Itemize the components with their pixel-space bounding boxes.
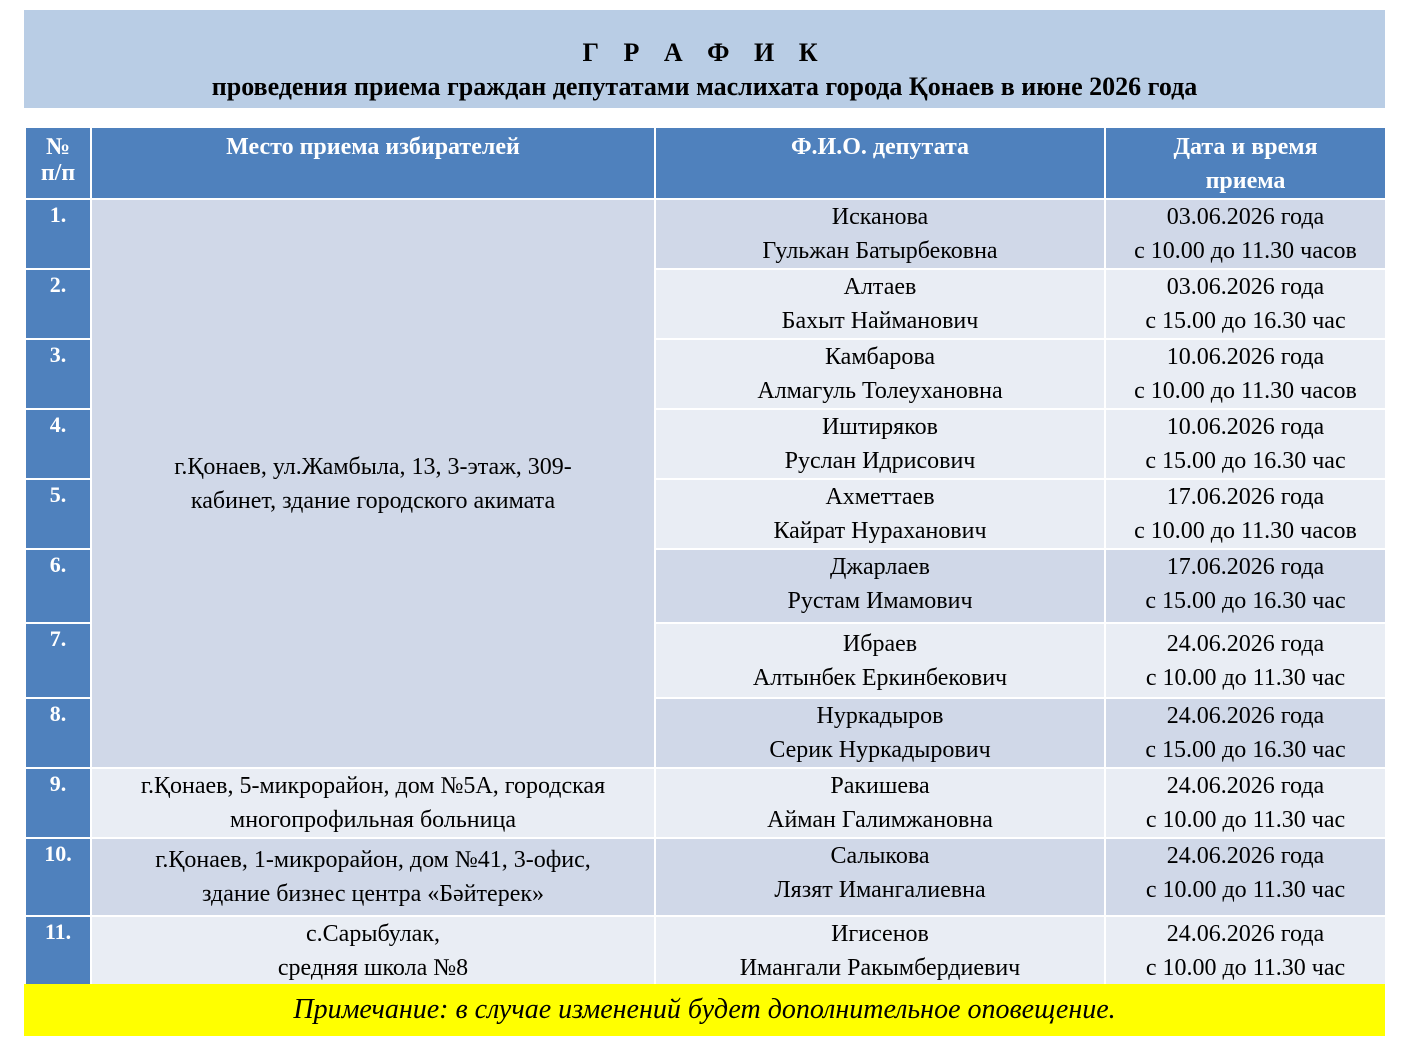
row-number: 8. [25,698,91,768]
row-number: 9. [25,768,91,838]
row-number: 2. [25,269,91,339]
reception-datetime: 10.06.2026 года с 15.00 до 16.30 час [1105,409,1386,479]
col-header-place: Место приема избирателей [91,127,655,199]
row-number: 1. [25,199,91,269]
row-number: 10. [25,838,91,916]
document-header [24,10,1385,108]
reception-datetime: 24.06.2026 года с 10.00 до 11.30 час [1105,623,1386,698]
reception-datetime: 24.06.2026 года с 10.00 до 11.30 час [1105,838,1386,916]
reception-datetime: 17.06.2026 года с 10.00 до 11.30 часов [1105,479,1386,549]
row-number: 11. [25,916,91,986]
place-cell: г.Қонаев, ул.Жамбыла, 13, 3-этаж, 309- кабинет, здание городского акимата [91,199,655,768]
reception-datetime: 24.06.2026 года с 10.00 до 11.30 час [1105,768,1386,838]
deputy-name: Алтаев Бахыт Найманович [655,269,1105,339]
note-banner: Примечание: в случае изменений будет дополнительное оповещение. [24,984,1385,1036]
place-cell: г.Қонаев, 5-микрорайон, дом №5А, городская многопрофильная больница [91,768,655,838]
row-number: 6. [25,549,91,623]
deputy-name: Салыкова Лязят Имангалиевна [655,838,1105,916]
schedule-table [24,126,1387,987]
deputy-name: Исканова Гульжан Батырбековна [655,199,1105,269]
deputy-name: Джарлаев Рустам Имамович [655,549,1105,623]
deputy-name: Ахметтаев Кайрат Нураханович [655,479,1105,549]
row-number: 7. [25,623,91,698]
deputy-name: Игисенов Имангали Ракымбердиевич [655,916,1105,986]
deputy-name: Иштиряков Руслан Идрисович [655,409,1105,479]
reception-datetime: 03.06.2026 года с 15.00 до 16.30 час [1105,269,1386,339]
row-number: 3. [25,339,91,409]
row-number: 5. [25,479,91,549]
document-title: Г Р А Ф И К [582,38,827,67]
table-row [25,916,1386,986]
deputy-name: Камбарова Алмагуль Толеухановна [655,339,1105,409]
col-header-datetime: Дата и время приема [1105,127,1386,199]
reception-datetime: 03.06.2026 года с 10.00 до 11.30 часов [1105,199,1386,269]
reception-datetime: 24.06.2026 года с 10.00 до 11.30 час [1105,916,1386,986]
reception-datetime: 10.06.2026 года с 10.00 до 11.30 часов [1105,339,1386,409]
table-row [25,838,1386,916]
reception-datetime: 17.06.2026 года с 15.00 до 16.30 час [1105,549,1386,623]
col-header-num: № п/п [25,127,91,199]
table-header-row [25,127,1386,199]
col-header-name: Ф.И.О. депутата [655,127,1105,199]
deputy-name: Ракишева Айман Галимжановна [655,768,1105,838]
document-subtitle: проведения приема граждан депутатами маслихата города Қонаев в июне 2026 года [211,72,1198,101]
place-cell: с.Сарыбулак, средняя школа №8 [91,916,655,986]
reception-datetime: 24.06.2026 года с 15.00 до 16.30 час [1105,698,1386,768]
deputy-name: Ибраев Алтынбек Еркинбекович [655,623,1105,698]
table-row [25,768,1386,838]
deputy-name: Нуркадыров Серик Нуркадырович [655,698,1105,768]
row-number: 4. [25,409,91,479]
place-cell: г.Қонаев, 1-микрорайон, дом №41, 3-офис, здание бизнес центра «Бәйтерек» [91,838,655,916]
table-row [25,199,1386,269]
